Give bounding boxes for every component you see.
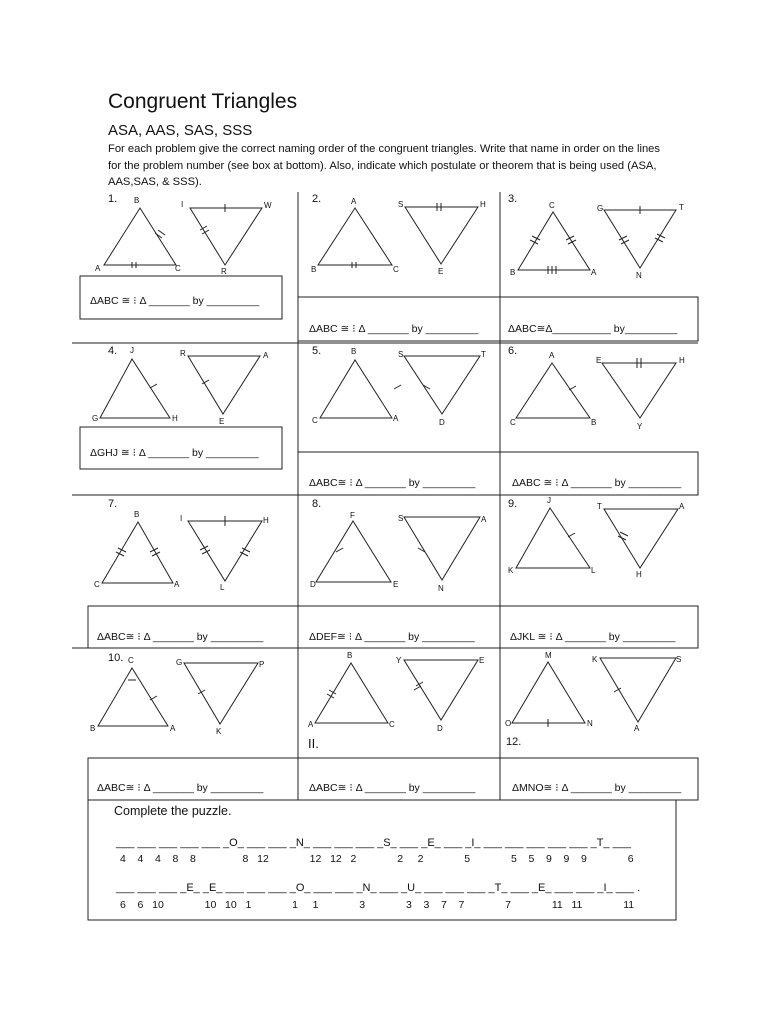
vertex-label: S: [398, 350, 404, 359]
answer-line[interactable]: ΔABC≅ ⁝ Δ _______ by _________: [97, 782, 264, 794]
vertex-label: C: [393, 265, 399, 274]
vertex-label: E: [393, 580, 399, 589]
triangle: [318, 208, 392, 265]
vertex-label: C: [510, 418, 516, 427]
vertex-label: A: [95, 264, 101, 273]
vertex-label: G: [597, 204, 604, 213]
problem-number: 7.: [108, 498, 118, 510]
vertex-label: H: [636, 570, 642, 579]
vertex-label: I: [181, 200, 184, 209]
triangle: [516, 363, 590, 418]
triangle: [405, 207, 478, 264]
vertex-label: C: [549, 201, 555, 210]
vertex-label: L: [591, 566, 596, 575]
vertex-label: A: [263, 351, 269, 360]
vertex-label: B: [134, 196, 140, 205]
vertex-label: E: [438, 267, 444, 276]
puzzle-row-numbers: 4 4 4 8 8 8 12 12 12 2 2 2 5 5 5 9 9 9 6: [120, 853, 634, 865]
vertex-label: H: [172, 414, 178, 423]
puzzle-row-letters[interactable]: ___ ___ ___ ___ ___ _O_ ___ ___ _N_ ___ ___ ___ _S_ ___ _E_ ___ _I_ ___ ___ ___ ___ ___ _T_ ___: [116, 837, 632, 849]
vertex-label: A: [481, 515, 487, 524]
vertex-label: G: [176, 658, 183, 667]
triangle: [104, 208, 176, 265]
vertex-label: J: [130, 346, 134, 355]
triangle: [602, 363, 676, 418]
answer-line[interactable]: ΔABC≅Δ__________ by_________: [508, 323, 678, 335]
vertex-label: W: [264, 201, 272, 210]
vertex-label: I: [180, 514, 183, 523]
vertex-label: B: [347, 651, 353, 660]
triangle: [98, 668, 168, 726]
answer-line[interactable]: ΔABC≅ ⁝ Δ _______ by _________: [97, 631, 264, 643]
vertex-label: C: [94, 580, 100, 589]
vertex-label: K: [592, 655, 598, 664]
triangle: [188, 356, 260, 414]
puzzle-heading: Complete the puzzle.: [114, 804, 232, 818]
vertex-label: C: [175, 264, 181, 273]
vertex-label: E: [479, 656, 485, 665]
vertex-label: B: [591, 418, 597, 427]
answer-line[interactable]: ΔABC ≅ ⁝ Δ _______ by _________: [90, 295, 260, 307]
triangle: [404, 660, 478, 720]
vertex-label: G: [92, 414, 99, 423]
vertex-label: H: [679, 356, 685, 365]
vertex-label: A: [549, 351, 555, 360]
vertex-label: A: [308, 720, 314, 729]
vertex-label: L: [220, 583, 225, 592]
vertex-label: O: [505, 719, 512, 728]
triangle: [600, 658, 676, 722]
triangle: [516, 508, 590, 568]
vertex-label: Y: [396, 656, 402, 665]
problem-number: II.: [308, 736, 319, 751]
page-subtitle: ASA, AAS, SAS, SSS: [108, 122, 253, 139]
problem-number: 6.: [508, 345, 518, 357]
vertex-label: A: [174, 580, 180, 589]
triangle: [184, 663, 258, 724]
vertex-label: D: [437, 724, 443, 733]
vertex-label: H: [480, 200, 486, 209]
vertex-label: A: [393, 414, 399, 423]
vertex-label: N: [438, 584, 444, 593]
answer-line[interactable]: ΔABC ≅ ⁝ Δ _______ by _________: [309, 323, 479, 335]
vertex-label: D: [310, 580, 316, 589]
answer-line[interactable]: ΔABC≅ ⁝ Δ _______ by _________: [309, 477, 476, 489]
problem-number: 9.: [508, 498, 518, 510]
triangle: [188, 521, 262, 581]
triangle: [518, 212, 590, 270]
instructions: For each problem give the correct naming order of the congruent triangles. Write that name in order on the lines for the problem number (see box at bottom). Also, indicate which postulate or theorem that is being used (ASA, AAS,SAS, & SSS).: [108, 143, 661, 188]
triangle: [604, 210, 676, 268]
vertex-label: R: [221, 267, 227, 276]
answer-line[interactable]: ΔDEF≅ ⁝ Δ _______ by _________: [309, 631, 475, 643]
vertex-label: A: [351, 197, 357, 206]
problem-number: 3.: [508, 193, 518, 205]
problem-number: 2.: [312, 193, 322, 205]
vertex-label: C: [389, 720, 395, 729]
problem-number: 12.: [506, 736, 522, 748]
vertex-label: N: [636, 271, 642, 280]
vertex-label: A: [170, 724, 176, 733]
answer-line[interactable]: ΔGHJ ≅ ⁝ Δ _______ by _________: [90, 447, 259, 459]
vertex-label: S: [398, 514, 404, 523]
answer-line[interactable]: ΔMNO≅ ⁝ Δ _______ by _________: [512, 782, 682, 794]
vertex-label: B: [90, 724, 96, 733]
problem-number: 1.: [108, 193, 118, 205]
page-title: Congruent Triangles: [108, 90, 298, 113]
problem-number: 8.: [312, 498, 322, 510]
triangle: [404, 517, 480, 580]
triangle: [320, 360, 392, 418]
triangle: [102, 522, 173, 583]
triangle: [315, 663, 388, 723]
problem-number: 10.: [108, 652, 124, 664]
vertex-label: A: [634, 724, 640, 733]
vertex-label: T: [481, 350, 486, 359]
vertex-label: B: [134, 510, 140, 519]
vertex-label: A: [591, 268, 597, 277]
vertex-label: B: [510, 268, 516, 277]
problem-number: 5.: [312, 345, 322, 357]
vertex-label: P: [259, 660, 265, 669]
problem-number: 4.: [108, 345, 118, 357]
vertex-label: K: [216, 727, 222, 736]
vertex-label: E: [596, 356, 602, 365]
answer-line[interactable]: ΔABC ≅ ⁝ Δ _______ by _________: [512, 477, 682, 489]
triangle: [100, 359, 170, 418]
vertex-label: S: [676, 655, 682, 664]
vertex-label: A: [679, 502, 685, 511]
triangle: [190, 208, 262, 265]
vertex-label: F: [350, 511, 355, 520]
answer-line[interactable]: ΔABC≅ ⁝ Δ _______ by _________: [309, 782, 476, 794]
vertex-label: C: [312, 416, 318, 425]
vertex-label: H: [263, 516, 269, 525]
vertex-label: K: [508, 566, 514, 575]
vertex-label: C: [128, 656, 134, 665]
vertex-label: M: [545, 651, 552, 660]
vertex-label: T: [597, 502, 602, 511]
puzzle-row-letters[interactable]: ___ ___ ___ _E_ _E_ ___ ___ ___ _O_ ___ ___ _N_ ___ _U_ ___ ___ ___ _T_ ___ _E_ ___ ___ _I_ ___ .: [116, 882, 641, 894]
triangle: [404, 356, 480, 414]
answer-line[interactable]: ΔJKL ≅ ⁝ Δ _______ by _________: [510, 631, 676, 643]
vertex-label: B: [311, 265, 317, 274]
puzzle-row-numbers: 6 6 10 10 10 1 1 1 3 3 3 7 7 7 11 11 11: [120, 899, 635, 911]
vertex-label: R: [180, 349, 186, 358]
vertex-label: Y: [637, 422, 643, 431]
vertex-label: S: [398, 200, 404, 209]
vertex-label: D: [439, 418, 445, 427]
vertex-label: T: [679, 203, 684, 212]
triangle: [316, 521, 391, 582]
vertex-label: N: [587, 719, 593, 728]
triangle: [512, 662, 585, 723]
triangle: [604, 509, 678, 568]
vertex-label: E: [219, 417, 225, 426]
vertex-label: J: [547, 496, 551, 505]
vertex-label: B: [351, 347, 357, 356]
